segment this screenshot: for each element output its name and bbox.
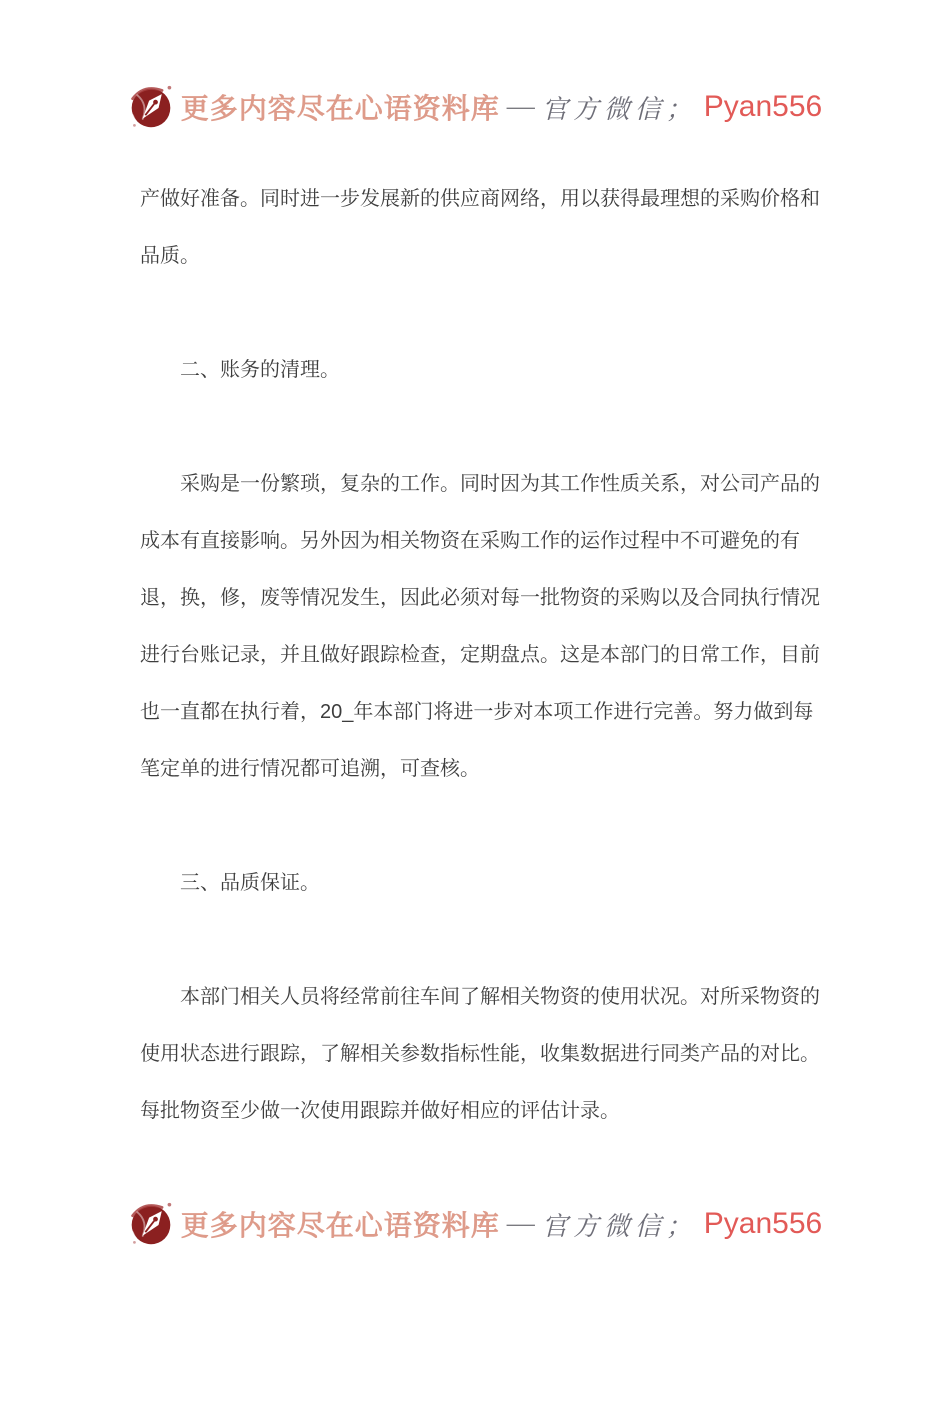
watermark-library-text: 更多内容尽在心语资料库 xyxy=(180,94,500,125)
pen-nib-seal-icon xyxy=(128,1198,174,1250)
watermark-dash: — xyxy=(506,91,535,122)
paragraph: 二、账务的清理。 xyxy=(180,359,340,381)
document-body xyxy=(140,171,830,1140)
watermark-dash: — xyxy=(506,1208,535,1239)
paragraph: 采购是一份繁琐，复杂的工作。同时因为其工作性质关系，对公司产品的成本有直接影响。另外因为相关物资在采购工作的运作过程中不可避免的有退，换，修，废等情况发生，因此必须对每一批物资的采购以及合同执行情况进行台账记录，并且做好跟踪检查，定期盘点。这是本部门的日常工作，目前也一直都在执行着，20_年本部门将进一步对本项工作进行完善。努力做到每笔定单的进行情况都可追溯，可查核。 xyxy=(140,473,820,780)
paragraph: 三、品质保证。 xyxy=(180,872,320,894)
footer-watermark xyxy=(0,1197,950,1251)
paragraph: 产做好准备。同时进一步发展新的供应商网络，用以获得最理想的采购价格和品质。 xyxy=(140,188,820,267)
watermark-wechat-label: 官方微信； xyxy=(541,94,697,124)
watermark-account: Pyan556 xyxy=(703,1207,823,1240)
header-watermark xyxy=(0,80,950,134)
paragraph: 本部门相关人员将经常前往车间了解相关物资的使用状况。对所采物资的使用状态进行跟踪，了解相关参数指标性能，收集数据进行同类产品的对比。每批物资至少做一次使用跟踪并做好相应的评估计录。 xyxy=(140,986,820,1122)
watermark-wechat-label: 官方微信； xyxy=(541,1211,697,1241)
watermark-library-text: 更多内容尽在心语资料库 xyxy=(180,1211,500,1242)
watermark-account: Pyan556 xyxy=(703,90,823,123)
pen-nib-seal-icon xyxy=(128,81,174,133)
